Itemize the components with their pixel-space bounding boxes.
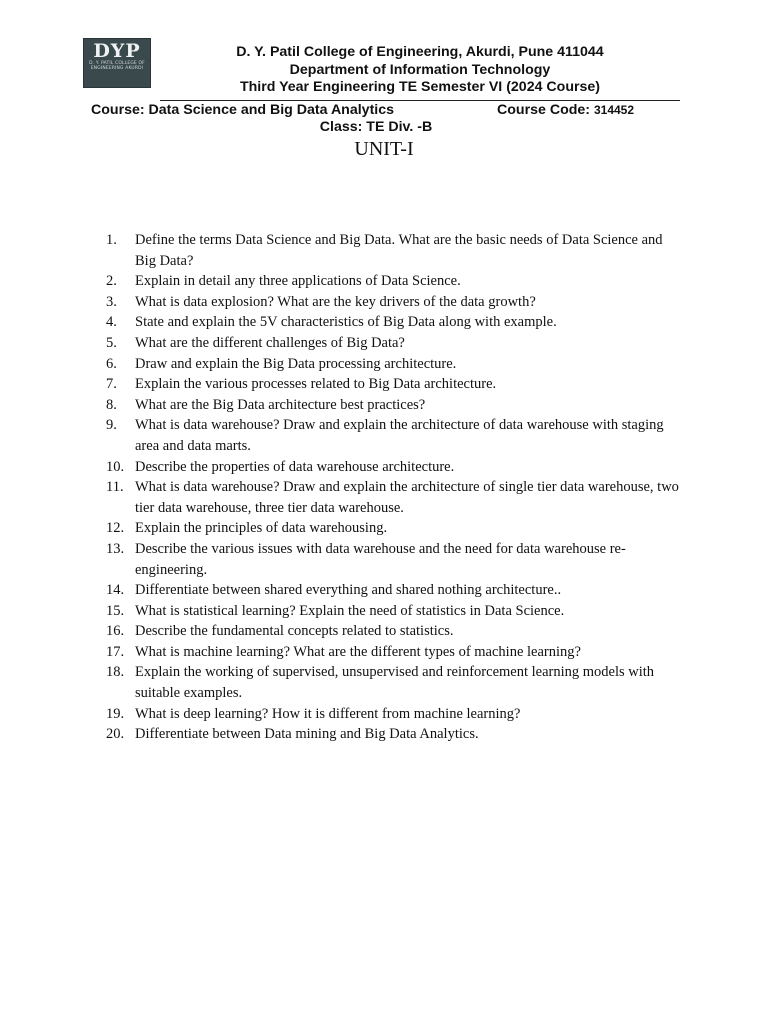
logo-mark: DYP [93,40,141,62]
question-number: 3. [106,293,117,310]
question-item [106,642,686,663]
course-code-value: 314452 [593,103,635,117]
question-text: Explain the various processes related to Big Data architecture. [135,376,497,393]
question-number: 13. [106,540,125,557]
question-item [106,601,686,622]
question-number: 2. [106,273,117,290]
question-text: What is data warehouse? Draw and explain the architecture of single tier data warehouse, two tier data warehouse, three tier data warehouse. [135,479,679,516]
document-header [160,44,680,97]
question-number: 10. [106,458,125,475]
question-number: 19. [106,705,125,722]
question-item [106,621,686,642]
question-text: Explain in detail any three applications of Data Science. [135,273,461,290]
question-text: What is data warehouse? Draw and explain the architecture of data warehouse with staging area and data marts. [135,417,664,454]
question-item [106,704,686,725]
question-text: What is deep learning? How it is different from machine learning? [135,705,521,722]
question-text: Explain the working of supervised, unsupervised and reinforcement learning models with suitable examples. [135,664,655,702]
college-logo [83,38,151,88]
question-text: What are the different challenges of Big Data? [135,334,405,351]
header-divider [160,100,680,101]
unit-title: UNIT-I [354,138,414,160]
question-text: Define the terms Data Science and Big Data. What are the basic needs of Data Science and Big Data? [135,232,663,269]
question-number: 17. [106,643,125,660]
question-number: 9. [106,417,117,434]
semester-info: Third Year Engineering TE Semester VI (2024 Course) [239,79,601,95]
question-item [106,395,686,416]
question-number: 4. [106,314,117,331]
question-text: Describe the properties of data warehouse architecture. [135,458,455,475]
question-item [106,457,686,478]
question-number: 7. [106,376,117,393]
question-item [106,312,686,333]
question-text: Draw and explain the Big Data processing architecture. [135,355,457,372]
question-text: Explain the principles of data warehousing. [135,520,388,537]
question-number: 20. [106,726,125,743]
department-name: Department of Information Technology [289,61,551,78]
question-text: What is machine learning? What are the different types of machine learning? [135,643,581,660]
question-number: 5. [106,334,117,351]
course-code-label: Course Code: [497,102,591,118]
question-number: 11. [106,479,124,496]
question-item [106,415,686,456]
question-text: Describe the fundamental concepts related to statistics. [135,623,454,640]
question-item [106,292,686,313]
question-item [106,518,686,539]
question-item [106,333,686,354]
question-text: What is data explosion? What are the key drivers of the data growth? [135,293,536,310]
question-item [106,539,686,580]
question-item [106,374,686,395]
class-division: Class: TE Div. -B [319,119,433,135]
question-number: 16. [106,623,125,640]
course-name: Course: Data Science and Big Data Analytics [91,102,395,118]
question-item [106,271,686,292]
college-name: D. Y. Patil College of Engineering, Akurdi, Pune 411044 [236,44,604,60]
question-item [106,230,686,271]
question-text: What are the Big Data architecture best practices? [135,396,426,413]
question-item [106,580,686,601]
question-number: 18. [106,664,125,681]
question-number: 8. [106,396,117,413]
question-list [106,230,686,745]
question-text: What is statistical learning? Explain the need of statistics in Data Science. [135,602,565,619]
question-number: 1. [106,232,117,248]
question-number: 15. [106,602,125,619]
question-item [106,724,686,745]
question-text: State and explain the 5V characteristics of Big Data along with example. [135,314,557,331]
question-text: Differentiate between shared everything and shared nothing architecture.. [135,582,562,599]
question-number: 12. [106,520,125,537]
question-number: 14. [106,582,125,599]
logo-subtitle: D. Y. PATIL COLLEGE OF ENGINEERING AKURDI [89,61,145,71]
course-code [497,102,634,118]
question-number: 6. [106,355,117,372]
question-item [106,354,686,375]
question-text: Differentiate between Data mining and Big Data Analytics. [135,726,479,743]
question-item [106,662,686,703]
question-text: Describe the various issues with data warehouse and the need for data warehouse re-engineering. [135,540,626,578]
question-item [106,477,686,518]
